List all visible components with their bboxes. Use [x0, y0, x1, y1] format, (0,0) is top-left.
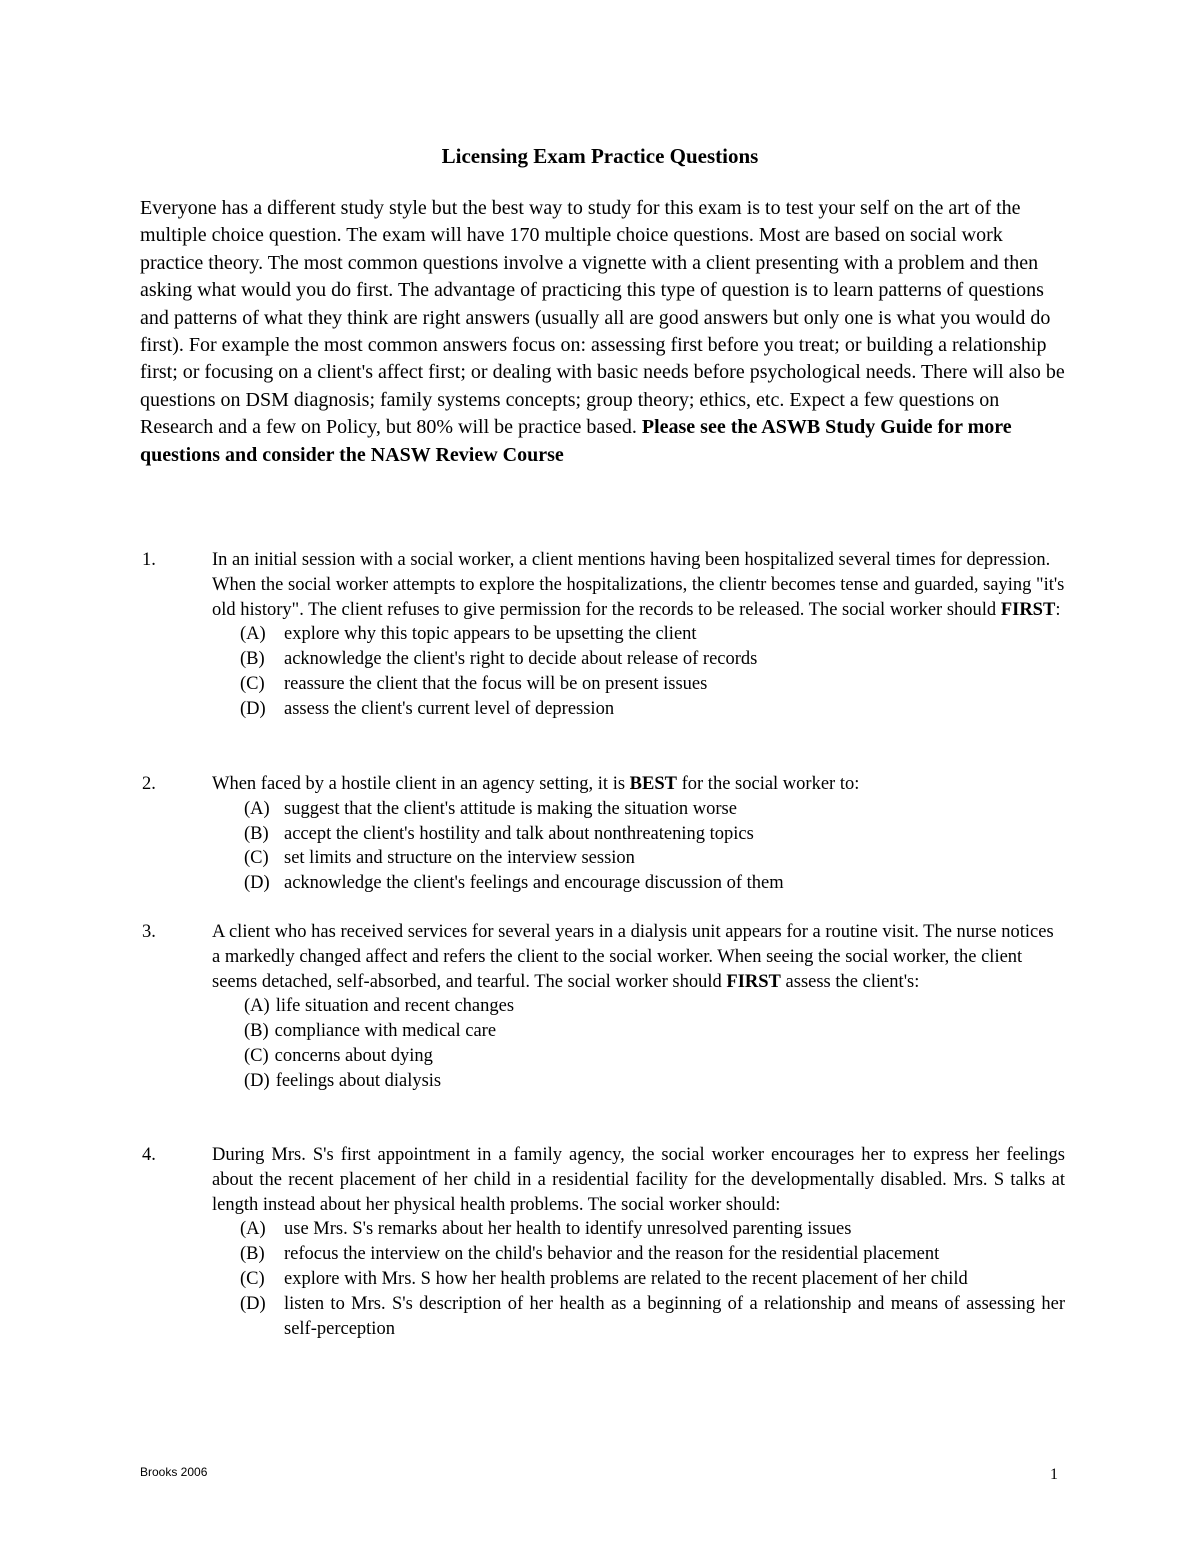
option-text: feelings about dialysis: [275, 1070, 442, 1091]
answer-option: [244, 871, 1065, 896]
option-text: acknowledge the client's feelings and encourage discussion of them: [284, 873, 784, 894]
option-label: (A): [240, 624, 266, 645]
option-label: (B): [240, 649, 265, 670]
option-text: explore with Mrs. S how her health problems are related to the recent placement of her child: [284, 1268, 968, 1289]
stem-text: A client who has received services for several years in a dialysis unit appears for a routine visit. The nurse notices a markedly changed affect and refers the client to the social worker. When seeing the social worker, the client seems detached, self-absorbed, and tearful. The social worker should: [212, 922, 1054, 992]
answer-option: [244, 1019, 1065, 1044]
answer-option: [244, 797, 1065, 822]
option-text: life situation and recent changes: [275, 996, 515, 1017]
option-text: explore why this topic appears to be upsetting the client: [284, 624, 697, 645]
option-label: (A): [244, 798, 270, 819]
option-label: (A): [244, 996, 270, 1017]
option-label: (A): [240, 1219, 266, 1240]
answer-option: [240, 647, 1065, 672]
answer-option: [240, 622, 1065, 647]
option-text: accept the client's hostility and talk about nonthreatening topics: [284, 823, 754, 844]
option-text: assess the client's current level of depression: [284, 698, 615, 719]
footer-author: Brooks 2006: [140, 1465, 208, 1479]
option-text: suggest that the client's attitude is making the situation worse: [284, 798, 737, 819]
option-label: (C): [240, 673, 265, 694]
answer-option: [244, 1069, 1065, 1094]
answer-option: [240, 1217, 1065, 1242]
stem-keyword: FIRST: [1000, 599, 1056, 620]
stem-keyword: BEST: [629, 774, 677, 794]
option-text: compliance with medical care: [274, 1021, 497, 1042]
answer-option: [244, 994, 1065, 1019]
stem-keyword: FIRST: [726, 971, 781, 992]
answer-option: [240, 672, 1065, 697]
option-label: (B): [244, 823, 269, 844]
option-label: (D): [240, 1293, 266, 1314]
intro-bold-note: Please see the ASWB Study Guide for more questions and consider the NASW Review Course: [140, 416, 1012, 466]
option-label: (D): [244, 1070, 270, 1091]
question-number: 3.: [142, 922, 156, 942]
answer-option: [240, 1242, 1065, 1267]
stem-text-end: :: [1055, 599, 1061, 620]
question-2: [140, 772, 1065, 896]
question-1: [140, 548, 1065, 722]
answer-option: [244, 822, 1065, 847]
question-stem: [212, 548, 1065, 622]
option-text: use Mrs. S's remarks about her health to identify unresolved parenting issues: [284, 1219, 852, 1240]
answer-option: [240, 697, 1065, 722]
option-label: (C): [244, 848, 269, 869]
option-text: refocus the interview on the child's behavior and the reason for the residential placement: [284, 1244, 940, 1265]
answer-options: [244, 797, 1065, 896]
intro-paragraph: [140, 195, 1065, 469]
question-number: 4.: [142, 1145, 156, 1165]
question-3: [140, 920, 1065, 1094]
answer-option: [244, 846, 1065, 871]
question-stem: [212, 920, 1065, 994]
stem-text: When faced by a hostile client in an agency setting, it is: [212, 774, 626, 794]
answer-options: [244, 994, 1065, 1093]
page-title: Licensing Exam Practice Questions: [441, 144, 759, 168]
option-label: (D): [240, 698, 266, 719]
question-number: 2.: [142, 774, 156, 794]
stem-text-end: for the social worker to:: [681, 774, 860, 794]
page-number: 1: [1050, 1466, 1058, 1483]
option-text: set limits and structure on the interview session: [284, 848, 635, 869]
option-text: reassure the client that the focus will be on present issues: [284, 673, 708, 694]
option-label: (C): [244, 1045, 269, 1066]
question-stem: [212, 772, 1065, 797]
option-label: (B): [244, 1021, 269, 1042]
answer-options: [240, 622, 1065, 721]
option-text: concerns about dying: [274, 1045, 433, 1066]
stem-text: In an initial session with a social worker, a client mentions having been hospitalized several times for depression. When the social worker attempts to explore the hospitalizations, the clientr becomes tense and guarded, saying "it's old history". The client refuses to give permission for the records to be released. The social worker should: [212, 550, 1065, 620]
answer-option: [240, 1292, 1065, 1342]
answer-option: [240, 1267, 1065, 1292]
question-number: 1.: [142, 550, 156, 570]
option-label: (B): [240, 1244, 265, 1265]
question-4: [140, 1143, 1065, 1341]
stem-text-end: assess the client's:: [785, 971, 920, 992]
option-text: acknowledge the client's right to decide about release of records: [284, 649, 758, 670]
option-text: listen to Mrs. S's description of her health as a beginning of a relationship and means of assessing her self-perception: [284, 1293, 1065, 1339]
question-stem: During Mrs. S's first appointment in a family agency, the social worker encourages her to express her feelings about the recent placement of her child in a residential facility for the developmentally disabled. Mrs. S talks at length instead about her physical health problems. The social worker should:: [212, 1145, 1065, 1215]
option-label: (D): [244, 873, 270, 894]
option-label: (C): [240, 1268, 265, 1289]
intro-text: Everyone has a different study style but the best way to study for this exam is to test your self on the art of the multiple choice question. The exam will have 170 multiple choice questions. Most are based on social work practice theory. The most common questions involve a vignette with a client presenting with a problem and then asking what would you do first. The advantage of practicing this type of question is to learn patterns of questions and patterns of what they think are right answers (usually all are good answers but only one is what you would do first). For example the most common answers focus on: assessing first before you treat; or building a relationship first; or focusing on a client's affect first; or dealing with basic needs before psychological needs. There will also be questions on DSM diagnosis; family systems concepts; group theory; ethics, etc. Expect a few questions on Research and a few on Policy, but 80% will be practice based.: [140, 197, 1065, 439]
answer-options: [240, 1217, 1065, 1341]
answer-option: [244, 1044, 1065, 1069]
